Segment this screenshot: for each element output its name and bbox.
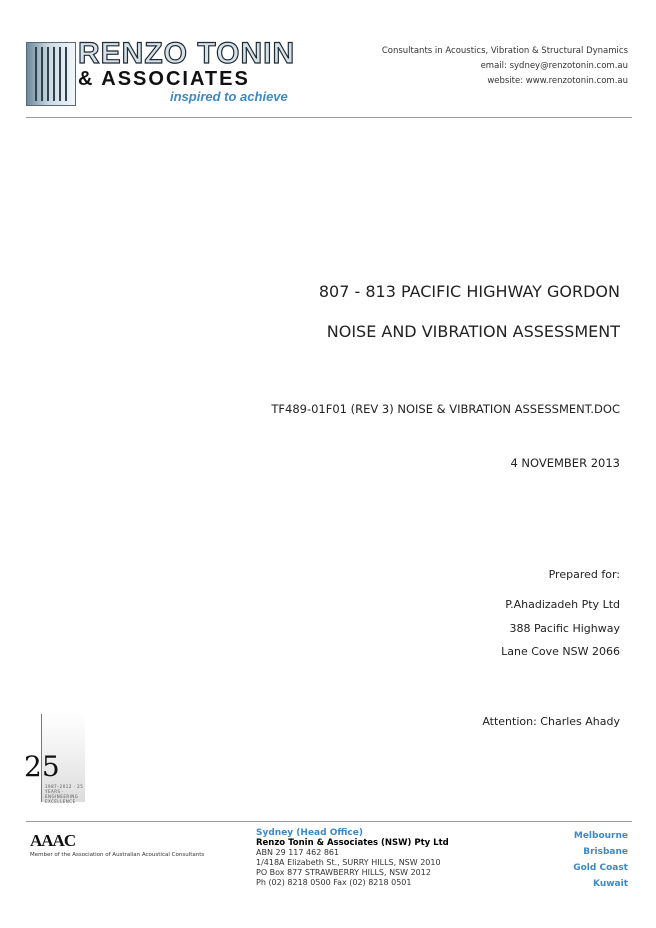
header-divider (26, 117, 632, 118)
anniversary-emblem (22, 712, 86, 804)
document-reference: TF489-01F01 (REV 3) NOISE & VIBRATION ASSESSMENT.DOC (271, 402, 620, 416)
logo-tagline: inspired to achieve (170, 89, 288, 104)
document-title-line-1: 807 - 813 PACIFIC HIGHWAY GORDON (318, 282, 620, 301)
header-website: website: www.renzotonin.com.au (487, 76, 628, 86)
aaac-member-text: Member of the Association of Australian Acoustical Consultants (30, 852, 205, 858)
emblem-caption: 1987–2012 · 25 YEARS · ENGINEERING EXCELLENCE (45, 784, 84, 804)
city-brisbane: Brisbane (583, 847, 628, 857)
client-attention: Attention: Charles Ahady (482, 715, 620, 728)
city-kuwait: Kuwait (593, 879, 628, 889)
logo-pillars-icon (26, 42, 76, 106)
document-date: 4 NOVEMBER 2013 (510, 456, 620, 470)
logo-name: RENZO TONIN (78, 37, 296, 70)
logo-associates: & ASSOCIATES (78, 68, 250, 90)
emblem-number: 25 (24, 750, 60, 783)
company-logo (26, 38, 312, 110)
prepared-for-label: Prepared for: (548, 568, 620, 581)
header-contact (382, 44, 628, 89)
client-name: P.Ahadizadeh Pty Ltd (505, 598, 620, 611)
city-melbourne: Melbourne (573, 831, 628, 841)
footer-abn: ABN 29 117 462 861 (256, 848, 340, 857)
client-address-line-1: 388 Pacific Highway (509, 622, 620, 635)
aaac-logo-text: AAAC (30, 831, 76, 850)
footer-sydney-office (256, 828, 449, 888)
footer-phone: Ph (02) 8218 0500 Fax (02) 8218 0501 (256, 878, 412, 887)
footer-divider (26, 821, 632, 822)
footer-company-name: Renzo Tonin & Associates (NSW) Pty Ltd (256, 838, 449, 848)
footer-address-1: 1/418A Elizabeth St., SURRY HILLS, NSW 2010 (256, 858, 441, 867)
client-address-line-2: Lane Cove NSW 2066 (501, 645, 620, 658)
header-email: email: sydney@renzotonin.com.au (480, 61, 628, 71)
city-gold-coast: Gold Coast (573, 863, 628, 873)
header-tagline: Consultants in Acoustics, Vibration & Structural Dynamics (381, 46, 628, 56)
footer-cities (573, 828, 628, 892)
sydney-office-label: Sydney (Head Office) (256, 828, 363, 838)
footer-address-2: PO Box 877 STRAWBERRY HILLS, NSW 2012 (256, 868, 431, 877)
document-title-line-2: NOISE AND VIBRATION ASSESSMENT (326, 322, 620, 341)
